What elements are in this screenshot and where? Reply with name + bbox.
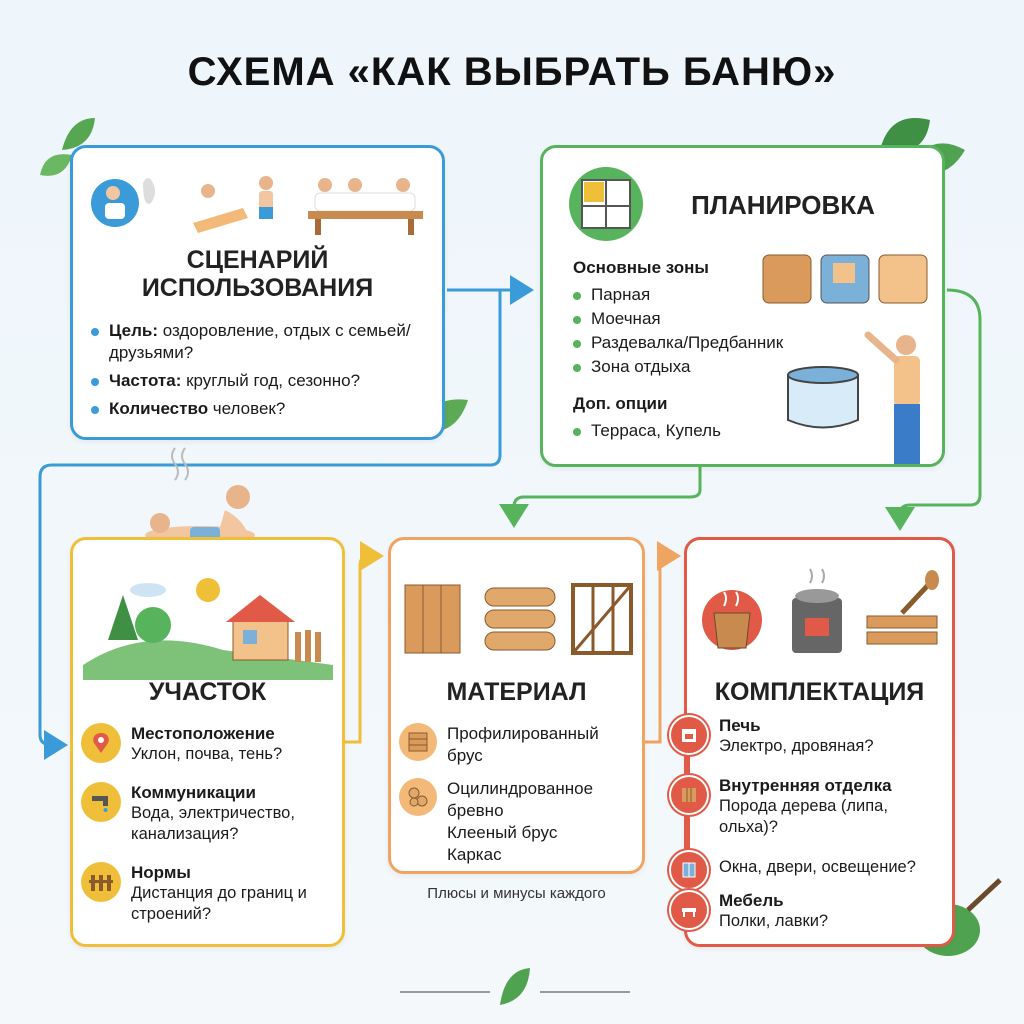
equipment-item-text: Полки, лавки? — [719, 912, 829, 930]
window-icon — [669, 850, 709, 890]
material-title: МАТЕРИАЛ — [446, 678, 587, 706]
equipment-item-furniture — [669, 890, 828, 932]
wood-types-illustration — [403, 580, 633, 660]
site-item-text: Уклон, почва, тень? — [131, 745, 283, 763]
material-line: Клееный брус — [447, 823, 558, 842]
scenario-title-line1: СЦЕНАРИЙ — [186, 246, 329, 274]
plan-options-heading: Доп. опции — [573, 394, 668, 413]
material-line: Профилированный — [447, 724, 599, 743]
scenario-title-line2: ИСПОЛЬЗОВАНИЯ — [141, 274, 374, 302]
plan-card — [540, 145, 945, 467]
zone-item: Раздевалка/Предбанник — [573, 332, 863, 354]
equipment-title: КОМПЛЕКТАЦИЯ — [714, 678, 925, 706]
equipment-item-heading: Печь — [719, 716, 761, 735]
person-with-plunge-pool-illustration — [768, 320, 938, 470]
equipment-card — [684, 537, 955, 947]
people-illustration — [83, 163, 443, 243]
scenario-list — [91, 320, 421, 426]
equipment-item-stove — [669, 715, 874, 757]
equipment-item-heading: Мебель — [719, 891, 784, 910]
scenario-item-frequency: Частота: круглый год, сезонно? — [91, 370, 421, 392]
page-title: СХЕМА «КАК ВЫБРАТЬ БАНЮ» — [187, 50, 837, 94]
site-item-utilities — [81, 782, 336, 845]
zone-item: Парная — [573, 284, 863, 306]
equipment-item-windows — [669, 850, 916, 890]
site-item-norms — [81, 862, 336, 925]
fence-icon — [81, 862, 121, 902]
material-line: Оцилиндрованное — [447, 779, 594, 798]
site-item-text: Вода, электричество, канализация? — [131, 804, 295, 843]
material-item-round-log — [399, 778, 593, 866]
plan-zones-heading: Основные зоны — [573, 258, 709, 277]
stove-icon — [669, 715, 709, 755]
round-log-icon — [399, 778, 437, 816]
arrow-plan-to-material — [514, 467, 700, 522]
floorplan-icon — [568, 166, 648, 246]
material-item-profiled-beam — [399, 723, 599, 767]
material-line: брус — [447, 746, 483, 765]
equipment-item-finish — [669, 775, 934, 838]
material-caption: Плюсы и минусы каждого — [427, 885, 606, 902]
scenario-card — [70, 145, 445, 440]
equipment-item-text: Электро, дровяная? — [719, 737, 874, 755]
option-item: Терраса, Купель — [573, 420, 773, 442]
material-line: бревно — [447, 801, 504, 820]
sauna-equipment-illustration — [702, 568, 942, 658]
site-item-heading: Коммуникации — [131, 783, 256, 802]
zone-item: Зона отдыха — [573, 356, 863, 378]
landscape-illustration — [83, 570, 333, 680]
site-item-heading: Местоположение — [131, 724, 275, 743]
site-item-location — [81, 723, 282, 765]
location-pin-icon — [81, 723, 121, 763]
arrow-site-to-material — [345, 556, 378, 742]
equipment-item-text: Окна, двери, освещение? — [719, 858, 916, 876]
footer-divider — [400, 968, 630, 1005]
plan-title: ПЛАНИРОВКА — [691, 190, 875, 220]
scenario-item-goal: Цель: оздоровление, отдых с семьей/друзьями? — [91, 320, 421, 364]
faucet-icon — [81, 782, 121, 822]
zone-item: Моечная — [573, 308, 863, 330]
material-card — [388, 537, 645, 874]
wood-panel-icon — [669, 775, 709, 815]
resting-people-illustration — [145, 448, 255, 545]
material-line: Каркас — [447, 845, 502, 864]
scenario-title — [73, 246, 442, 302]
site-card — [70, 537, 345, 947]
equipment-item-heading: Внутренняя отделка — [719, 776, 892, 795]
site-item-heading: Нормы — [131, 863, 191, 882]
profiled-beam-icon — [399, 723, 437, 761]
room-tiles-illustration — [761, 253, 941, 308]
bench-icon — [669, 890, 709, 930]
equipment-item-text: Порода дерева (липа, ольха)? — [719, 797, 888, 836]
site-item-text: Дистанция до границ и строений? — [131, 884, 307, 923]
site-title: УЧАСТОК — [148, 678, 267, 706]
scenario-item-count: Количество человек? — [91, 398, 421, 420]
plan-options-list — [573, 420, 773, 444]
